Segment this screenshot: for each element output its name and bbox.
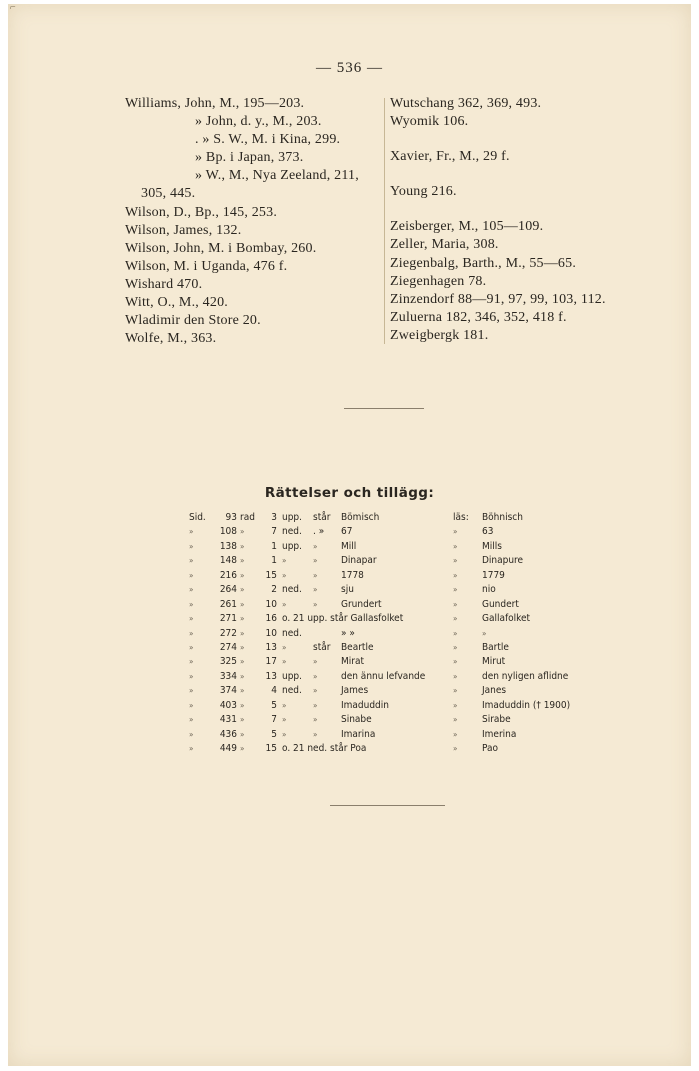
errata-num: 5 — [271, 699, 277, 711]
errata-las: » — [453, 628, 458, 638]
errata-rad: » — [240, 541, 245, 551]
errata-rad: rad — [240, 512, 255, 523]
errata-star: står — [313, 641, 331, 653]
errata-right: Gundert — [482, 598, 519, 610]
errata-sid: » — [189, 715, 194, 725]
errata-right: Mills — [482, 540, 502, 552]
errata-las: » — [453, 541, 458, 551]
errata-right: den nyligen aflidne — [482, 670, 569, 682]
errata-star: . » — [313, 526, 325, 538]
errata-wrong: Imarina — [341, 728, 376, 740]
errata-dir: upp. — [282, 512, 302, 523]
errata-num: 15 — [265, 743, 277, 754]
errata-rad: » — [240, 527, 245, 537]
index-entry: Zinzendorf 88—91, 97, 99, 103, 112. — [390, 291, 606, 307]
errata-rad: » — [240, 744, 245, 753]
errata-las: » — [453, 686, 458, 696]
errata-sid: » — [189, 744, 194, 753]
errata-page: 334 — [219, 670, 237, 682]
errata-right: Janes — [482, 685, 507, 697]
errata-wrong: Mirat — [341, 656, 364, 668]
errata-num: 2 — [271, 584, 277, 596]
index-entry: Wilson, James, 132. — [125, 222, 242, 238]
index-entry: Wutschang 362, 369, 493. — [390, 96, 542, 111]
errata-dir: » — [282, 642, 287, 652]
errata-las: » — [453, 556, 458, 566]
errata-star: » — [313, 671, 318, 681]
errata-las: » — [453, 527, 458, 537]
errata-rad: » — [240, 614, 245, 624]
errata-num: 4 — [271, 685, 277, 697]
errata-sid: » — [189, 570, 194, 580]
errata-page: 436 — [219, 728, 237, 740]
errata-las: » — [453, 729, 458, 739]
errata-right: Pao — [482, 743, 498, 754]
errata-page: 108 — [219, 526, 237, 538]
errata-dir: ned. — [282, 584, 302, 596]
errata-sid: » — [189, 642, 194, 652]
errata-num: 13 — [265, 641, 277, 653]
errata-wrong: sju — [341, 584, 354, 596]
errata-wrong: 67 — [341, 526, 353, 538]
errata-wrong: Beartle — [341, 641, 374, 653]
errata-rad: » — [240, 642, 245, 652]
errata-dir: o. 21 upp. står Gallasfolket — [282, 613, 404, 625]
errata-star: » — [313, 657, 318, 667]
errata-dir: » — [282, 599, 287, 609]
errata-page: 449 — [219, 743, 237, 754]
index-entry: Williams, John, M., 195—203. — [125, 96, 305, 111]
errata-wrong: » » — [341, 627, 355, 639]
errata-las: läs: — [453, 512, 469, 523]
errata-right: Bartle — [482, 641, 509, 653]
errata-las: » — [453, 700, 458, 710]
errata-wrong: James — [341, 685, 369, 697]
errata-rad: » — [240, 686, 245, 696]
errata-right: Gallafolket — [482, 613, 531, 625]
errata-sid: » — [189, 628, 194, 638]
index-entry: Wladimir den Store 20. — [125, 313, 261, 329]
index-entry: Zuluerna 182, 346, 352, 418 f. — [390, 309, 567, 325]
index-entry: Witt, O., M., 420. — [125, 295, 228, 311]
errata-sid: » — [189, 585, 194, 595]
errata-las: » — [453, 657, 458, 667]
errata-num: 15 — [265, 569, 277, 581]
errata-right: » — [482, 628, 487, 638]
index-entry: » Bp. i Japan, 373. — [195, 150, 304, 166]
errata-dir: upp. — [282, 670, 302, 682]
errata-right: Imaduddin († 1900) — [482, 699, 571, 711]
errata-rad: » — [240, 556, 245, 566]
errata-page: 261 — [219, 598, 237, 610]
errata-page: 325 — [219, 656, 237, 668]
errata-page: 264 — [219, 584, 237, 596]
errata-dir: ned. — [282, 526, 302, 538]
index-entry: Xavier, Fr., M., 29 f. — [390, 149, 510, 165]
errata-wrong: Grundert — [341, 598, 382, 610]
index-entry: Wilson, John, M. i Bombay, 260. — [125, 240, 317, 256]
errata-las: » — [453, 599, 458, 609]
errata-star: » — [313, 700, 318, 710]
errata-rad: » — [240, 628, 245, 638]
errata-num: 10 — [265, 627, 277, 639]
errata-num: 5 — [271, 728, 277, 740]
index-entry: Wishard 470. — [125, 276, 203, 292]
errata-page: 271 — [219, 613, 237, 625]
errata-dir: ned. — [282, 685, 302, 697]
errata-sid: Sid. — [189, 512, 206, 523]
errata-sid: » — [189, 729, 194, 739]
index-entry: 305, 445. — [141, 186, 196, 202]
errata-las: » — [453, 671, 458, 681]
errata-rad: » — [240, 671, 245, 681]
errata-star: » — [313, 599, 318, 609]
page-number: — 536 — — [316, 60, 383, 76]
errata-sid: » — [189, 541, 194, 551]
errata-las: » — [453, 715, 458, 725]
errata-num: 7 — [271, 714, 277, 726]
errata-rad: » — [240, 700, 245, 710]
errata-num: 10 — [265, 598, 277, 610]
errata-dir: ned. — [282, 627, 302, 639]
errata-wrong: den ännu lefvande — [341, 670, 426, 682]
separator-rule-bottom — [330, 805, 445, 806]
errata-dir: » — [282, 700, 287, 710]
errata-page: 148 — [219, 555, 237, 567]
errata-rad: » — [240, 715, 245, 725]
errata-las: » — [453, 744, 458, 753]
errata-num: 1 — [271, 555, 277, 567]
errata-wrong: 1778 — [341, 569, 364, 581]
errata-num: 17 — [265, 656, 277, 668]
index-entry: Wilson, D., Bp., 145, 253. — [125, 204, 278, 220]
errata-wrong: Imaduddin — [341, 699, 389, 711]
errata-heading: Rättelser och tillägg: — [264, 485, 435, 501]
index-column-right — [390, 95, 650, 345]
errata-dir: » — [282, 556, 287, 566]
index-entry: Ziegenhagen 78. — [390, 273, 487, 289]
index-column-left — [125, 95, 387, 348]
errata-star: » — [313, 541, 318, 551]
errata-rad: » — [240, 585, 245, 595]
errata-wrong: Sinabe — [341, 714, 372, 726]
errata-page: 272 — [219, 627, 237, 639]
index-entry: Zeisberger, M., 105—109. — [390, 219, 544, 235]
errata-sid: » — [189, 700, 194, 710]
errata-star: » — [313, 585, 318, 595]
errata-page: 403 — [219, 699, 237, 711]
errata-page: 274 — [219, 641, 237, 653]
errata-sid: » — [189, 671, 194, 681]
errata-star: står — [313, 512, 331, 523]
errata-las: » — [453, 614, 458, 624]
errata-dir: » — [282, 570, 287, 580]
separator-rule — [344, 408, 424, 409]
index-entry: . » S. W., M. i Kina, 299. — [195, 132, 341, 148]
errata-las: » — [453, 585, 458, 595]
errata-num: 7 — [271, 526, 277, 538]
errata-star: » — [313, 570, 318, 580]
index-entry: Wilson, M. i Uganda, 476 f. — [125, 258, 288, 274]
errata-sid: » — [189, 657, 194, 667]
errata-right: Mirut — [482, 656, 506, 668]
errata-wrong: Mill — [341, 540, 357, 552]
errata-dir: upp. — [282, 540, 302, 552]
errata-las: » — [453, 642, 458, 652]
errata-sid: » — [189, 556, 194, 566]
index-entry: » John, d. y., M., 203. — [195, 114, 322, 130]
errata-sid: » — [189, 686, 194, 696]
index-entry: Wyomik 106. — [390, 114, 469, 130]
errata-right: Dinapure — [482, 555, 524, 567]
errata-right: nio — [482, 584, 496, 596]
corner-mark: ⌐ — [10, 2, 16, 13]
errata-dir: » — [282, 715, 287, 725]
errata-page: 374 — [219, 685, 237, 697]
errata-star: » — [313, 715, 318, 725]
errata-dir: » — [282, 657, 287, 667]
errata-sid: » — [189, 614, 194, 624]
errata-rad: » — [240, 729, 245, 739]
errata-star: » — [313, 686, 318, 696]
errata-num: 16 — [265, 613, 277, 625]
errata-num: 1 — [271, 540, 277, 552]
errata-wrong: Dinapar — [341, 555, 377, 567]
errata-rad: » — [240, 657, 245, 667]
errata-wrong: Bömisch — [341, 512, 380, 523]
errata-page: 431 — [219, 714, 237, 726]
errata-sid: » — [189, 599, 194, 609]
index-entry: Young 216. — [390, 184, 457, 200]
index-entry: » W., M., Nya Zeeland, 211, — [195, 168, 359, 184]
column-divider — [384, 98, 385, 344]
errata-rad: » — [240, 570, 245, 580]
errata-las: » — [453, 570, 458, 580]
errata-num: 3 — [271, 512, 277, 523]
errata-star: » — [313, 556, 318, 566]
errata-page: 138 — [219, 540, 237, 552]
errata-right: 1779 — [482, 569, 505, 581]
index-entry: Zeller, Maria, 308. — [390, 237, 499, 253]
errata-rad: » — [240, 599, 245, 609]
index-entry: Ziegenbalg, Barth., M., 55—65. — [390, 255, 577, 271]
errata-num: 13 — [265, 670, 277, 682]
errata-dir: » — [282, 729, 287, 739]
errata-star: » — [313, 729, 318, 739]
errata-page: 93 — [225, 512, 237, 523]
errata-right: Imerina — [482, 728, 517, 740]
errata-dir: o. 21 ned. står Poa — [282, 743, 367, 754]
errata-sid: » — [189, 527, 194, 537]
index-entry: Zweigbergk 181. — [390, 327, 489, 343]
errata-right: 63 — [482, 526, 494, 538]
errata-right: Böhnisch — [482, 512, 523, 523]
errata-right: Sirabe — [482, 714, 511, 726]
index-entry: Wolfe, M., 363. — [125, 331, 217, 347]
errata-page: 216 — [219, 569, 237, 581]
